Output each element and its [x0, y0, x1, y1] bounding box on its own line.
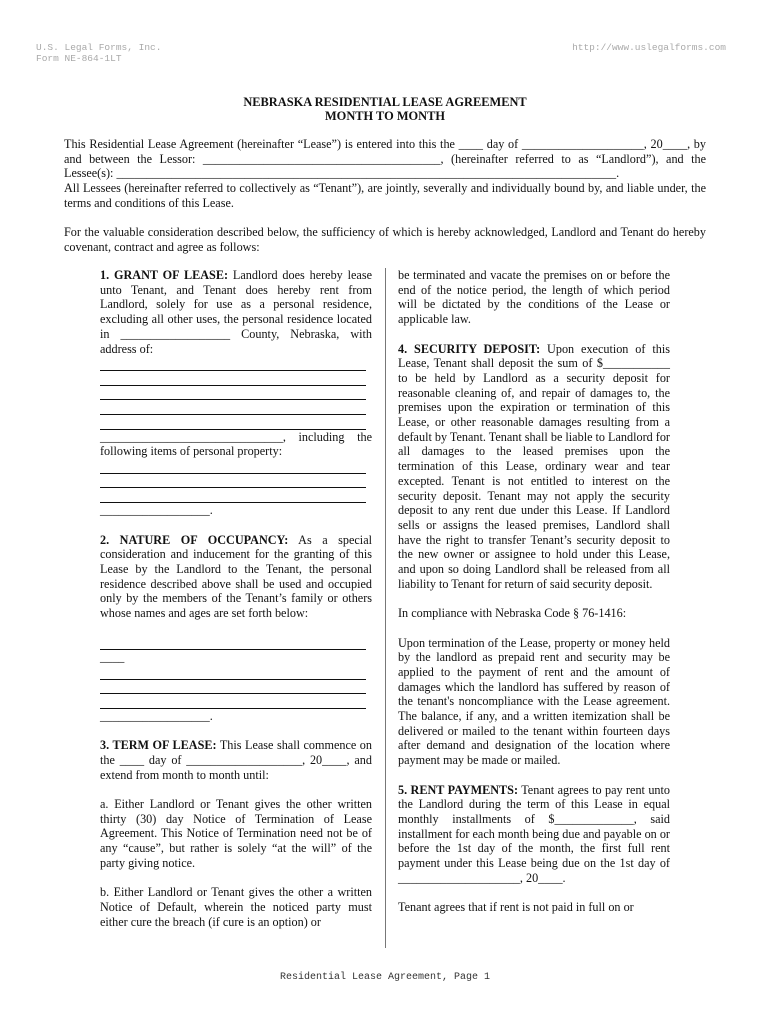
section-3-b: b. Either Landlord or Tenant gives the other a written Notice of Default, wherein the noticed party must either cure the breach (if cure is an option) or — [100, 885, 372, 929]
intro-section — [64, 137, 706, 255]
section-3 — [100, 738, 372, 782]
section-2-heading: 2. NATURE OF OCCUPANCY: — [100, 532, 289, 547]
intro-line-a: This Residential Lease Agreement (hereinafter “Lease”) is entered into this the ____ day of ____________________, — [64, 137, 647, 151]
section-5 — [398, 783, 670, 886]
publisher-name: U.S. Legal Forms, Inc. — [36, 42, 162, 53]
occupant-line[interactable] — [100, 680, 366, 695]
title-line-1: NEBRASKA RESIDENTIAL LEASE AGREEMENT — [243, 95, 527, 109]
address-line[interactable] — [100, 400, 366, 415]
statute-text: Upon termination of the Lease, property or money held by the landlord as prepaid rent and security may be applied to the payment of rent and the amount of damages which the landlord has suffered by reason of the tenant's noncompliance with the Lease agreement. The balance, if any, and a written itemization shall be delivered or mailed to the tenant within fourteen days after demand and designation of the location where payment may be made or mailed. — [398, 635, 670, 768]
address-line[interactable] — [100, 371, 366, 386]
intro-paragraph-1 — [64, 137, 706, 211]
section-1-heading: 1. GRANT OF LEASE: — [100, 268, 229, 282]
property-line[interactable] — [100, 488, 366, 503]
section-2-text: As a special consideration and inducement for the granting of this Lease by the Landlord to the Tenant, the personal residence described above shall be used and occupied only by the members of the Tenant’s family or others whose names and ages are set forth below: — [100, 532, 372, 621]
occupant-line-end: __________________. — [100, 708, 213, 723]
section-2 — [100, 533, 372, 621]
occupant-line[interactable] — [100, 635, 366, 650]
page-footer: Residential Lease Agreement, Page 1 — [279, 972, 491, 983]
section-5-text: Tenant agrees to pay rent unto the Landlord during the term of this Lease in equal monthly installments of $_____________, said installment for each month being due and payable on or before the 1st day of the month, the first full rent payment under this Lease being due on the 1st day of ____________________, 20____. — [398, 782, 670, 885]
header-left — [36, 42, 161, 64]
occupant-line[interactable] — [100, 665, 366, 680]
property-line[interactable] — [100, 474, 366, 489]
late-payment-text: Tenant agrees that if rent is not paid in full on or — [398, 900, 634, 915]
statute-reference: In compliance with Nebraska Code § 76-1416: — [398, 606, 627, 621]
occupant-line-short: ____ — [100, 650, 125, 665]
section-4-text: Upon execution of this Lease, Tenant shall deposit the sum of $___________ to be held by Landlord as a security deposit for reasonable cleaning of, and repair of damages to, the premises upon the expiration or termination of this Lease, or other reasonable damages resulting from a default by Tenant. Tenant shall be liable to Landlord for all damages to the leased premises upon the termination of this Lease, ordinary wear and tear excepted. Tenant is not entitled to interest on the security deposit. Tenant may not apply the security deposit to any rent due under this Lease. If Landlord sells or assigns the leased premises, Landlord shall have the right to transfer Tenant’s security deposit to the new owner or assignee to hold under this Lease, and upon so doing Landlord shall be released from all liability to Tenant for return of said security deposit. — [398, 341, 670, 591]
intro-line-c: and the Lessee(s): __________________________________________________________________________________. — [64, 151, 706, 181]
intro-line-d: All Lessees (hereinafter referred to collectively as “Tenant”), are jointly, severally and individually bound by, and liable under, the terms and conditions of this Lease. — [64, 181, 706, 210]
right-column — [398, 268, 670, 915]
intro-paragraph-2: For the valuable consideration described below, the sufficiency of which is hereby acknowledged, Landlord and Tenant do hereby covenant, contract and agree as follows: — [64, 225, 706, 254]
section-1 — [100, 268, 372, 356]
property-line-end: __________________. — [100, 503, 213, 518]
property-line[interactable] — [100, 459, 366, 474]
section-1-text: Landlord does hereby lease unto Tenant, and Tenant does hereby rent from Landlord, solely for use as a personal residence, excluding all other uses, the personal residence located in __________________ County, Nebraska, with address of: — [100, 268, 372, 356]
column-divider — [385, 268, 386, 948]
section-4-heading: 4. SECURITY DEPOSIT: — [398, 341, 541, 356]
section-5-heading: 5. RENT PAYMENTS: — [398, 782, 519, 797]
intro-line-b: 20____, by and between the Lessor: _______________________________________, (hereinafter referred to as “Landlord”), — [64, 137, 706, 166]
occupant-line[interactable] — [100, 694, 366, 709]
section-3-text: This Lease shall commence on the ____ day of ___________________, 20____, and extend from month to month until: — [100, 738, 372, 782]
title-line-2: MONTH TO MONTH — [324, 109, 446, 123]
address-line[interactable] — [100, 356, 366, 371]
form-number: Form NE-864-1LT — [36, 53, 122, 64]
document-title — [0, 95, 770, 123]
address-line[interactable] — [100, 415, 366, 430]
section-1-including: ______________________________, including the following items of personal property: — [100, 429, 372, 459]
section-3-continued: be terminated and vacate the premises on or before the end of the notice period, the length of which period will be dictated by the conditions of the Lease or applicable law. — [398, 268, 670, 327]
header-url[interactable]: http://www.uslegalforms.com — [572, 42, 726, 53]
address-line[interactable] — [100, 386, 366, 401]
section-4 — [398, 342, 670, 592]
section-3-a: a. Either Landlord or Tenant gives the other written thirty (30) day Notice of Termination of Lease Agreement. This Notice of Termination need not be of any “cause”, but rather is solely “at the will” of the party giving notice. — [100, 797, 372, 870]
section-3-heading: 3. TERM OF LEASE: — [100, 738, 217, 753]
left-column — [100, 268, 372, 929]
